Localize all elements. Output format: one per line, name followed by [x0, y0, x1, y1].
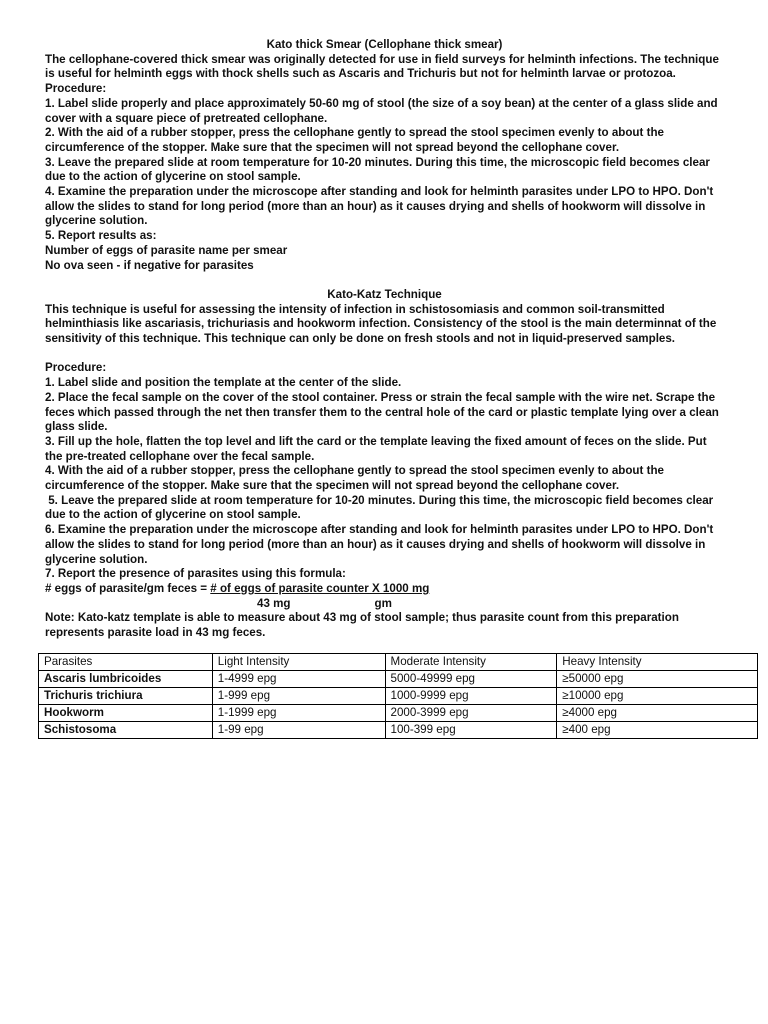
- section2-step: 1. Label slide and position the template at the center of the slide.: [45, 376, 402, 390]
- table-header: Parasites: [39, 653, 213, 670]
- table-cell: 1-99 epg: [212, 721, 385, 738]
- formula-denominator: [45, 597, 724, 612]
- intensity-table: [38, 653, 758, 739]
- section2-intro: This technique is useful for assessing the intensity of infection in schistosomiasis and common soil-transmitted helminthiasis like ascariasis, trichuriasis and hookworm infection. Consistency of the stool is the main determinnat of the sensitivity of this technique. This technique can only be done on fresh stools and not in liquid-preserved samples.: [45, 302, 717, 346]
- section2-step: 4. With the aid of a rubber stopper, press the cellophane gently to spread the stool specimen evenly to about the circumference of the stopper. Make sure that the specimen will not spread beyond the cellophane cover.: [45, 464, 664, 493]
- section2-step: 3. Fill up the hole, flatten the top level and lift the card or the template leaving the fixed amount of feces on the slide. Put the pre-treated cellophane over the fecal sample.: [45, 434, 707, 463]
- section2-step: 5. Leave the prepared slide at room temperature for 10-20 minutes. During this time, the microscopic field becomes clear due to the action of glycerine on stool sample.: [45, 493, 717, 522]
- formula: [45, 582, 724, 597]
- table-header-row: [39, 653, 758, 670]
- table-cell: Trichuris trichiura: [39, 687, 213, 704]
- table-cell: 1-1999 epg: [212, 704, 385, 721]
- formula-lhs: # eggs of parasite/gm feces =: [45, 581, 211, 595]
- table-cell: 1-999 epg: [212, 687, 385, 704]
- table-row: [39, 704, 758, 721]
- table-cell: ≥400 epg: [557, 721, 758, 738]
- section1-procedure-label: Procedure:: [45, 82, 107, 96]
- table-header: Light Intensity: [212, 653, 385, 670]
- table-cell: 2000-3999 epg: [385, 704, 557, 721]
- table-cell: 1-4999 epg: [212, 670, 385, 687]
- table-cell: Schistosoma: [39, 721, 213, 738]
- section2-step: 2. Place the fecal sample on the cover of the stool container. Press or strain the fecal sample with the wire net. Scrape the feces which passed through the net then transfer them to the central hole of the card or plastic template lying over a clean glass slide.: [45, 390, 719, 434]
- section1-step: 5. Report results as:: [45, 229, 157, 243]
- table-cell: ≥50000 epg: [557, 670, 758, 687]
- section2-step: 7. Report the presence of parasites using this formula:: [45, 567, 346, 581]
- formula-numerator: # of eggs of parasite counter X 1000 mg: [210, 581, 430, 595]
- table-row: [39, 670, 758, 687]
- report-line: No ova seen - if negative for parasites: [45, 258, 254, 272]
- table-cell: 1000-9999 epg: [385, 687, 557, 704]
- table-header: Heavy Intensity: [557, 653, 758, 670]
- section1-intro: The cellophane-covered thick smear was originally detected for use in field surveys for helminth infections. The technique is useful for helminth eggs with thock shells such as Ascaris and Trichuris but not for helminth larvae or protozoa.: [45, 52, 719, 81]
- table-cell: ≥4000 epg: [557, 704, 758, 721]
- table-cell: ≥10000 epg: [557, 687, 758, 704]
- section1-step: 1. Label slide properly and place approximately 50-60 mg of stool (the size of a soy bean) at the center of a glass slide and cover with a square piece of pretreated cellophane.: [45, 96, 718, 125]
- section2-title: Kato-Katz Technique: [327, 287, 442, 301]
- section1-step: 3. Leave the prepared slide at room temperature for 10-20 minutes. During this time, the microscopic field becomes clear due to the action of glycerine on stool sample.: [45, 155, 710, 184]
- report-line: Number of eggs of parasite name per smear: [45, 243, 288, 257]
- section1-step: 2. With the aid of a rubber stopper, press the cellophane gently to spread the stool specimen evenly to about the circumference of the stopper. Make sure that the specimen will not spread beyond the cellophane cover.: [45, 126, 664, 154]
- note: Note: Kato-katz template is able to measure about 43 mg of stool sample; thus parasite count from this preparation represents parasite load in 43 mg feces.: [45, 611, 679, 640]
- table-cell: 100-399 epg: [385, 721, 557, 738]
- table-cell: Ascaris lumbricoides: [39, 670, 213, 687]
- table-row: [39, 687, 758, 704]
- section1-step: 4. Examine the preparation under the microscope after standing and look for helminth parasites under LPO to HPO. Don't allow the slides to stand for long period (more than an hour) as it causes drying and shells of hookworm will dissolve in glycerine solution.: [45, 185, 714, 228]
- section2-step: 6. Examine the preparation under the microscope after standing and look for helminth parasites under LPO to HPO. Don't allow the slides to stand for long period (more than an hour) as it causes drying and shells of hookworm will dissolve in glycerine solution.: [45, 523, 714, 566]
- section1-title: Kato thick Smear (Cellophane thick smear): [266, 38, 503, 51]
- table-cell: 5000-49999 epg: [385, 670, 557, 687]
- formula-denominator-right: gm: [374, 596, 392, 610]
- table-header: Moderate Intensity: [385, 653, 557, 670]
- section2-procedure-label: Procedure:: [45, 361, 107, 375]
- table-row: [39, 721, 758, 738]
- table-cell: Hookworm: [39, 704, 213, 721]
- formula-denominator-left: 43 mg: [257, 596, 291, 610]
